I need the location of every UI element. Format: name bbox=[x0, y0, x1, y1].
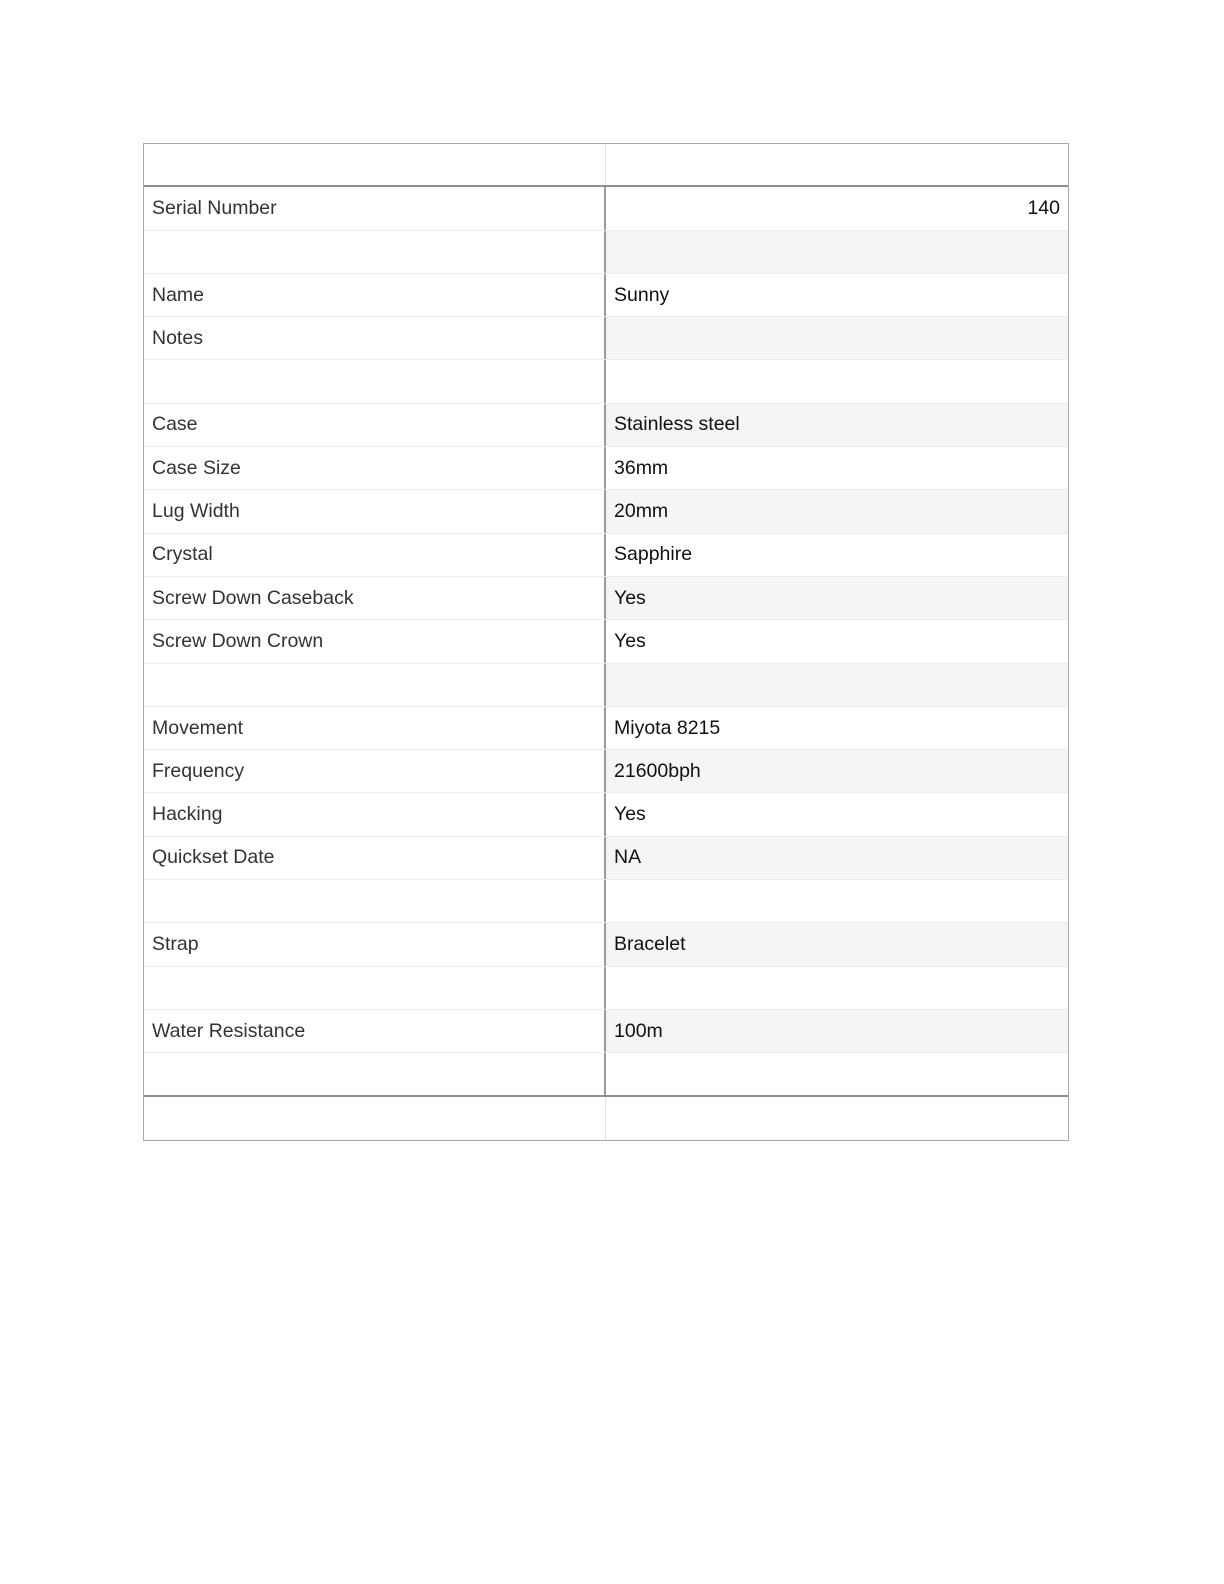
table-row bbox=[144, 447, 1068, 490]
row-value: 20mm bbox=[606, 490, 1068, 532]
footer-key-cell bbox=[144, 1097, 606, 1140]
row-label: Strap bbox=[144, 923, 606, 965]
row-label: Crystal bbox=[144, 534, 606, 576]
row-label: Screw Down Caseback bbox=[144, 577, 606, 619]
table-row bbox=[144, 404, 1068, 447]
row-label: Screw Down Crown bbox=[144, 620, 606, 662]
row-value: 36mm bbox=[614, 456, 669, 479]
table-row bbox=[144, 534, 1068, 577]
row-label: Notes bbox=[144, 317, 606, 359]
table-row bbox=[144, 793, 1068, 836]
table-row bbox=[144, 274, 1068, 317]
table-header-row bbox=[144, 144, 1068, 187]
row-label: Lug Width bbox=[144, 490, 606, 532]
table-row bbox=[144, 1053, 1068, 1096]
row-value bbox=[606, 880, 1068, 922]
row-value: NA bbox=[606, 837, 1068, 879]
table-row bbox=[144, 923, 1068, 966]
table-row bbox=[144, 231, 1068, 274]
row-label bbox=[144, 664, 606, 706]
row-label: Frequency bbox=[144, 750, 606, 792]
row-label bbox=[144, 231, 606, 273]
row-value: Sapphire bbox=[614, 543, 693, 566]
row-label: Serial Number bbox=[144, 187, 606, 229]
row-value bbox=[606, 1053, 1068, 1094]
row-value: Stainless steel bbox=[606, 404, 1068, 446]
row-value: Miyota 8215 bbox=[614, 716, 721, 739]
row-value: 21600bph bbox=[606, 750, 1068, 792]
row-value bbox=[606, 231, 1068, 273]
table-row bbox=[144, 187, 1068, 230]
row-value bbox=[606, 317, 1068, 359]
row-label bbox=[144, 1053, 606, 1094]
row-value: Sunny bbox=[614, 283, 670, 306]
row-label bbox=[144, 967, 606, 1009]
row-value bbox=[606, 360, 1068, 402]
table-row bbox=[144, 577, 1068, 620]
table-row bbox=[144, 707, 1068, 750]
row-label: Name bbox=[144, 274, 606, 316]
row-value: Yes bbox=[606, 577, 1068, 619]
table-row bbox=[144, 750, 1068, 793]
table-row bbox=[144, 664, 1068, 707]
row-label bbox=[144, 880, 606, 922]
table-row bbox=[144, 490, 1068, 533]
table-row bbox=[144, 880, 1068, 923]
row-value bbox=[606, 664, 1068, 706]
row-label bbox=[144, 360, 606, 402]
table-row bbox=[144, 360, 1068, 403]
row-value bbox=[606, 967, 1068, 1009]
table-footer-row bbox=[144, 1097, 1068, 1140]
header-value-cell bbox=[606, 144, 1068, 185]
row-label: Water Resistance bbox=[144, 1010, 606, 1052]
table-row bbox=[144, 837, 1068, 880]
row-value: Bracelet bbox=[606, 923, 1068, 965]
header-key-cell bbox=[144, 144, 606, 185]
row-value: Yes bbox=[614, 629, 646, 652]
table-row bbox=[144, 317, 1068, 360]
watch-spec-table bbox=[143, 143, 1069, 1141]
table-row bbox=[144, 967, 1068, 1010]
table-row bbox=[144, 620, 1068, 663]
footer-value-cell bbox=[606, 1097, 1068, 1140]
row-value: 100m bbox=[606, 1010, 1068, 1052]
row-label: Case Size bbox=[144, 447, 606, 489]
table-row bbox=[144, 1010, 1068, 1053]
row-label: Quickset Date bbox=[144, 837, 606, 879]
row-label: Movement bbox=[144, 707, 606, 749]
row-label: Case bbox=[144, 404, 606, 446]
row-value: Yes bbox=[614, 803, 646, 826]
row-value: 140 bbox=[1027, 196, 1060, 219]
row-label: Hacking bbox=[144, 793, 606, 835]
